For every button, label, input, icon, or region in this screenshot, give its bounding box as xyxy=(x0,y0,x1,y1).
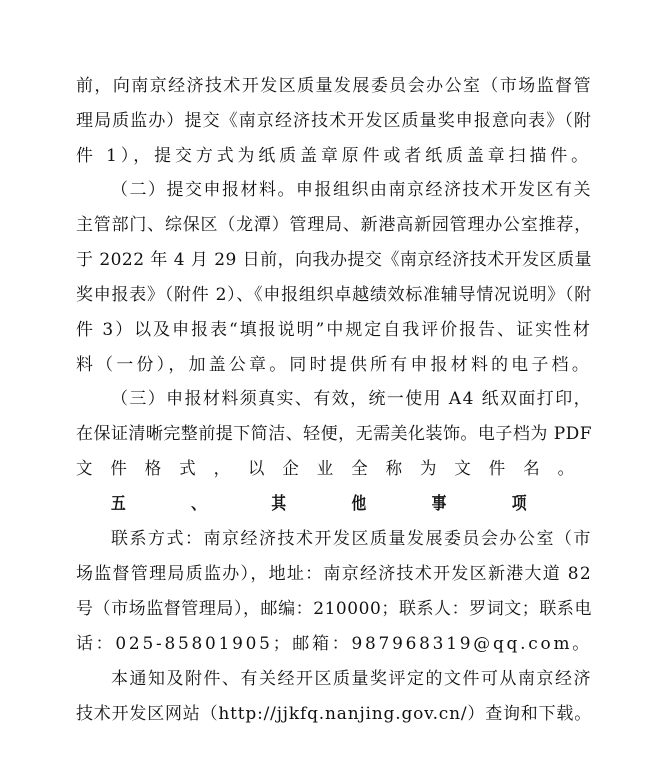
paragraph-line: （二）提交申报材料。申报组织由南京经济技术开发区有关 xyxy=(111,180,592,200)
paragraph-line: 在保证清晰完整前提下简洁、轻便，无需美化装饰。电子档为 PDF xyxy=(76,424,592,444)
paragraph-line: 联系方式：南京经济技术开发区质量发展委员会办公室（市 xyxy=(111,529,592,549)
paragraph-line: 本通知及附件、有关经开区质量奖评定的文件可从南京经济 xyxy=(111,669,592,689)
paragraph-line: 理局质监办）提交《南京经济技术开发区质量奖申报意向表》（附 xyxy=(76,111,592,131)
paragraph-line: 场监督管理局质监办），地址：南京经济技术开发区新港大道 82 xyxy=(76,564,592,584)
paragraph-line: 主管部门、综保区（龙潭）管理局、新港高新园管理办公室推荐， xyxy=(76,215,592,235)
paragraph-line: 件 1），提交方式为纸质盖章原件或者纸质盖章扫描件。 xyxy=(76,146,592,166)
paragraph-line: （三）申报材料须真实、有效，统一使用 A4 纸双面打印， xyxy=(111,389,592,409)
paragraph-line: 技术开发区网站（http://jjkfq.nanjing.gov.cn/）查询和下载。 xyxy=(76,704,592,724)
section-heading: 五、其他事项 xyxy=(111,494,592,514)
paragraph-line: 奖申报表》（附件 2）、《申报组织卓越绩效标准辅导情况说明》（附 xyxy=(76,285,592,305)
paragraph-line: 文件格式，以企业全称为文件名。 xyxy=(76,459,592,479)
paragraph-line: 件 3）以及申报表“填报说明”中规定自我评价报告、证实性材 xyxy=(76,320,592,340)
paragraph-line: 前，向南京经济技术开发区质量发展委员会办公室（市场监督管 xyxy=(76,76,592,96)
paragraph-line: 料（一份），加盖公章。同时提供所有申报材料的电子档。 xyxy=(76,355,592,375)
paragraph-line: 号（市场监督管理局），邮编：210000；联系人：罗词文；联系电 xyxy=(76,599,592,619)
paragraph-line: 于 2022 年 4 月 29 日前，向我办提交《南京经济技术开发区质量 xyxy=(76,250,592,270)
paragraph-line: 话：025-85801905；邮箱：987968319@qq.com。 xyxy=(76,634,592,654)
